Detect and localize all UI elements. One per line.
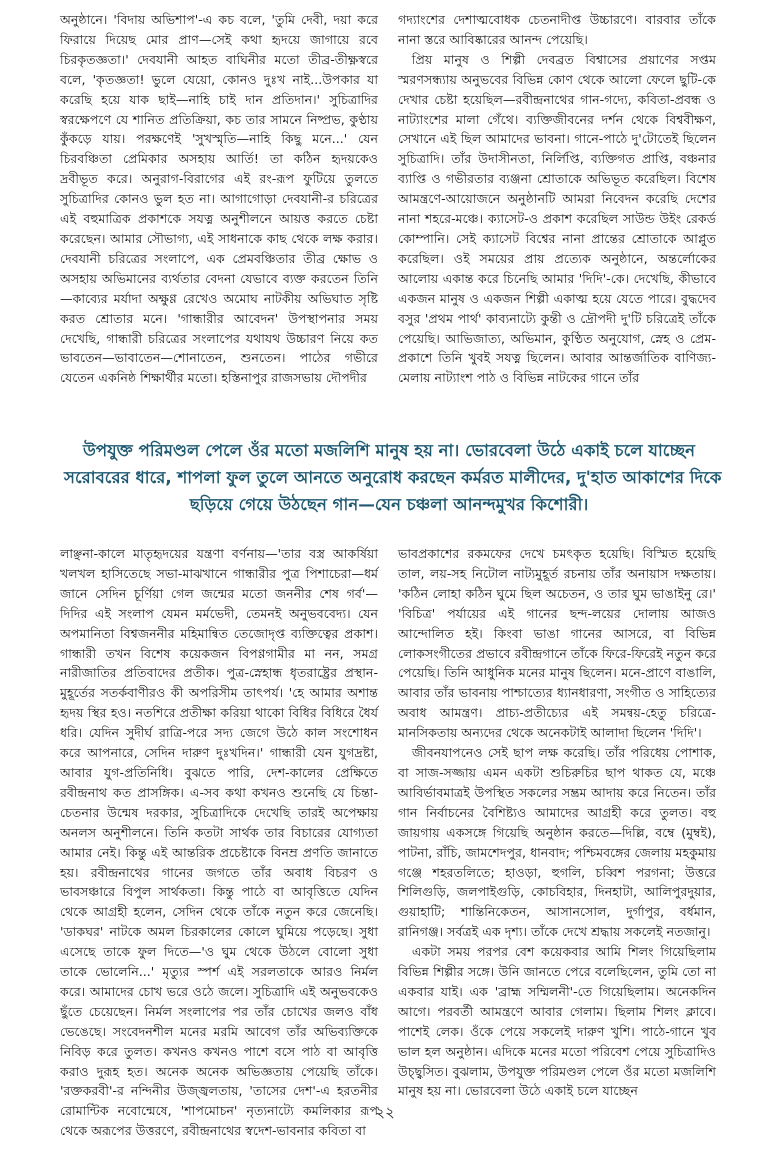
pull-quote-line: ছড়িয়ে গেয়ে উঠছেন গান—যেন চঞ্চলা আনন্দমুখর কিশোরী।: [189, 495, 589, 514]
paragraph: লাঞ্ছনা-কালে মাতৃহৃদয়ের যন্ত্রণা বর্ণনায়—'তার বস্ত্র আকর্ষিয়া খলখল হাসিতেছে সভা-মাঝখানে গান্ধারীর পুত্র পিশাচেরা—ধর্ম জানে সেদিন চূর্ণিয়া গেল জন্মের মতো জননীর শেষ গর্ব'— দিদির এই সংলাপ যেমন মর্মভেদী, তেমনই অনুভববেদ্য। যেন অপমানিতা বিশ্বজননীর মহিমান্বিত তেজোদৃপ্ত ব্যক্তিত্বের প্রকাশ। গান্ধারী তখন বিশেষ কয়েকজন বিপণ্ণগামীর মা নন, সমগ্র নারীজাতির প্রতিবাদের প্রতীক। পুত্র-স্নেহান্ধ ধৃতরাষ্ট্রের প্রস্থান-মুহূর্তের সতর্কবাণীরও কী অপরিসীম তাৎপর্য। 'হে আমার অশান্ত হৃদয় স্থির হও। নতশিরে প্রতীক্ষা করিয়া থাকো বিধির বিধিরে ধৈর্য ধরি। যেদিন সুদীর্ঘ রাত্রি-পরে সদ্য জেগে উঠে কাল সংশোধন করে আপনারে, সেদিন দারুণ দুঃখদিন।' গান্ধারী যেন যুগদ্রষ্টা, আবার যুগ-প্রতিনিধি। বুঝতে পারি, দেশ-কালের প্রেক্ষিতে রবীন্দ্রনাথ কত প্রাসঙ্গিক। এ-সব কথা কখনও শুনেছি যে চিন্তা-চেতনার উন্মেষ দরকার, সুচিত্রাদিকে দেখেছি তারই অপেক্ষায় অনলস অনুশীলনে। তিনি কতটা সার্থক তার বিচারের যোগ্যতা আমার নেই। কিন্তু এই আন্তরিক প্রচেষ্টাকে বিনম্র প্রণতি জানাতে হয়। রবীন্দ্রনাথের গানের জগতে তাঁর অবাধ বিচরণ ও ভাবসঞ্চারে বিপুল সার্থকতা। কিন্তু পাঠে বা আবৃত্তিতে যেদিন থেকে আগ্রহী হলেন, সেদিন থেকে তাঁকে নতুন করে জেনেছি। 'ডাকঘর' নাটকে অমল চিরকালের কোলে ঘুমিয়ে পড়েছে। সুধা এসেছে তাকে ফুল দিতে—'ও ঘুম থেকে উঠলে বোলো সুধা তাকে ভোলেনি...' মৃত্যুর স্পর্শ এই সরলতাকে আরও নির্মল করে। আমাদের চোখ ভরে ওঠে জলে। সুচিত্রাদি এই অনুভবকেও ছুঁতে চেয়েছেন। নির্মল সংলাপের পর তাঁর চোখের জলও বাঁধ ভেঙেছে। সংবেদনশীল মনের মরমি আবেগ তাঁর অভিব্যক্তিকে নিবিড় করে তুলত। কখনও কখনও পাশে বসে পাঠ বা আবৃত্তি করাও দুরূহ হত। অনেক অনেক অভিজ্ঞতায় পেয়েছি তাঁকে। 'রক্তকরবী'-র নন্দিনীর উজ্জ্বলতায়, 'তাসের দেশ'-এ হরতনীর রোমান্টিক নবোন্মেষে, 'শাপমোচন' নৃত্যনাট্যে কমলিকার রূপ থেকে অরূপের উত্তরণে, রবীন্দ্রনাথের স্বদেশ-ভাবনার কবিতা বা: [60, 546, 378, 1139]
paragraph: প্রিয় মানুষ ও শিল্পী দেবব্রত বিশ্বাসের প্রয়াণের সপ্তম স্মরণসন্ধ্যায় অনুভবের বিভিন্ন কোণ থেকে আলো ফেলে ছুটি-কে দেখার চেষ্টা হয়েছিল—রবীন্দ্রনাথের গান-গদ্যে, কবিতা-প্রবন্ধ ও নাট্যাংশের মালা গেঁথে। ব্যক্তিজীবনের দর্শন থেকে বিশ্ববীক্ষণ, সেখানে এই ছিল আমাদের ভাবনা। গানে-পাঠে দু'টোতেই ছিলেন সুচিত্রাদি। তাঁর উদাসীনতা, নির্লিপ্তি, ব্যক্তিগত প্রাপ্তি, বঞ্চনার ব্যাপ্তি ও গভীরতার ব্যঞ্জনা শ্রোতাকে অভিভূত করেছিল। বিশেষ আমন্ত্রণে-আয়োজনে অনুষ্ঠানটি আমরা নিবেদন করেছি দেশের নানা শহরে-মঞ্চে। ক্যাসেট-ও প্রকাশ করেছিল সাউন্ড উইং রেকর্ড কোম্পানি। সেই ক্যাসেট বিশ্বের নানা প্রান্তের শ্রোতাকে আপ্লুত করেছিল। ওই সময়ের প্রায় প্রত্যেক অনুষ্ঠানে, অন্তর্লোকের আলোয় একান্ত করে চিনেছি আমার 'দিদি'-কে। দেখেছি, কীভাবে একজন মানুষ ও একজন শিল্পী একাত্ম হয়ে যেতে পারে। বুদ্ধদেব বসুর 'প্রথম পার্থ' কাব্যনাট্যে কুন্তী ও দ্রৌপদী দু'টি চরিত্রেই তাঁকে পেয়েছি। আভিজাত্য, অভিমান, কুণ্ঠিত অনুযোগ, স্নেহ ও প্রেম-প্রকাশে তিনি খুবই সযত্ন ছিলেন। আবার আন্তর্জাতিক বাণিজ্য-মেলায় নাট্যাংশ পাঠ ও বিভিন্ন নাটকের গানে তাঁর: [398, 51, 716, 386]
paragraph: জীবনযাপনেও সেই ছাপ লক্ষ করেছি। তাঁর পরিধেয় পোশাক, বা সাজ-সজ্জায় এমন একটা শুচিরুচির ছাপ থাকত যে, মঞ্চে আবির্ভাবমাত্রই উপস্থিত সকলের সম্ভ্রম আদায় করে নিতেন। তাঁর গান নির্বাচনের বৈশিষ্ট্যও আমাদের আগ্রহী করে তুলত। বহু জায়গায় একসঙ্গে গিয়েছি অনুষ্ঠান করতে—দিল্লি, বম্বে (মুম্বই), পাটনা, রাঁচি, জামশেদপুর, ধানবাদ; পশ্চিমবঙ্গের জেলায় মহকুমায় গঞ্জে শহরতলিতে; হাওড়া, হুগলি, চব্বিশ পরগনা; উত্তরে শিলিগুড়ি, জলপাইগুড়ি, কোচবিহার, দিনহাটা, আলিপুরদুয়ার, গুয়াহাটি; শান্তিনিকেতন, আসানসোল, দুর্গাপুর, বর্ধমান, রানিগঞ্জ। সর্বত্রই এক দৃশ্য। তাঁকে দেখে শ্রদ্ধায় সকলেই নতজানু।: [398, 745, 716, 940]
page-number: ২২: [375, 1103, 395, 1121]
column-top-left: [60, 10, 378, 414]
column-bottom-left: [60, 544, 378, 1139]
paragraph: ভাবপ্রকাশের রকমফের দেখে চমৎকৃত হয়েছি। বিস্মিত হয়েছি তাল, লয়-সহ নিটোল নাট্যমুহূর্ত রচনায় তাঁর অনায়াস দক্ষতায়। 'কঠিন লোহা কঠিন ঘুমে ছিল অচেতন, ও তার ঘুম ভাঙাইনু রে।' 'বিচিত্র' পর্যায়ের এই গানের ছন্দ-লয়ের দোলায় আজও আন্দোলিত হই। কিংবা ভাঙা গানের আসরে, বা বিভিন্ন লোকসংগীতের প্রভাবে রবীন্দ্রগানে তাঁকে ফিরে-ফিরেই নতুন করে পেয়েছি। তিনি আধুনিক মনের মানুষ ছিলেন। মনে-প্রাণে বাঙালি, আবার তাঁর ভাবনায় পাশ্চাত্যের ধ্যানধারণা, সংগীত ও সাহিত্যের অবাধ আমন্ত্রণ। প্রাচ্য-প্রতীচ্যের এই সমন্বয়-হেতু চরিত্রে-মানসিকতায় অন্যদের থেকে অনেকটাই আলাদা ছিলেন 'দিদি'।: [398, 546, 716, 741]
paragraph: অনুষ্ঠানে। 'বিদায় অভিশাপ'-এ কচ বলে, 'তুমি দেবী, দয়া করে ফিরায়ে দিয়েছ মোর প্রাণ—সেই কথা হৃদয়ে জাগায়ে রবে চিরকৃতজ্ঞতা।' দেবযানী আহত বাঘিনীর মতো তীব্র-তীক্ষ্ণস্বরে বলে, 'কৃতজ্ঞতা! ভুলে যেয়ো, কোনও দুঃখ নাই...উপকার যা করেছি হয়ে যাক ছাই—নাহি চাই দান প্রতিদান।' সুচিত্রাদির স্বরক্ষেপণে যে শানিত প্রতিক্রিয়া, কচ তার সামনে নিষ্প্রভ, কুণ্ঠায় কুঁকড়ে যায়। পরক্ষণেই 'সুখস্মৃতি—নাহি কিছু মনে...' যেন চিরবঞ্চিতা প্রেমিকার অসহায় আর্তি! তা কঠিন হৃদয়কেও দ্রবীভূত করে। অনুরাগ-বিরাগের এই রং-রূপ ফুটিয়ে তুলতে সুচিত্রাদির কোনও ভুল হত না। আগাগোড়া দেবযানী-র চরিত্রের এই বহুমাত্রিক প্রকাশকে সযত্ন অনুশীলনে আয়ত্ত করতে চেষ্টা করেছেন। আমার সৌভাগ্য, এই সাধনাকে কাছ থেকে লক্ষ করার। দেবযানী চরিত্রের সংলাপে, এক প্রেমবঞ্চিতার তীব্র ক্ষোভ ও অসহায় অভিমানের ব্যর্থতার বেদনা যেভাবে ব্যক্ত করতেন তিনি—কাব্যের মর্যাদা অক্ষুণ্ণ রেখেও অমোঘ নাটকীয় অভিঘাত সৃষ্টি করত শ্রোতার মনে। 'গান্ধারীর আবেদন' উপস্থাপনার সময় দেখেছি, গান্ধারী চরিত্রের সংলাপের যথাযথ উচ্চারণ নিয়ে কত ভাবতেন—ভাবাতেন—শোনাতেন, শুনতেন। পাঠের গভীরে যেতেন একনিষ্ঠ শিক্ষার্থীর মতো। হস্তিনাপুর রাজসভায় দৌপদীর: [60, 12, 378, 386]
column-bottom-right: [398, 544, 716, 1099]
pull-quote-line: সরোবরের ধারে, শাপলা ফুল তুলে আনতে অনুরোধ করছেন কর্মরত মালীদের, দু'হাত আকাশের দিকে: [64, 468, 722, 487]
paragraph: একটা সময় পরপর বেশ কয়েকবার আমি শিলং গিয়েছিলাম বিভিন্ন শিল্পীর সঙ্গে। উনি জানতে পেরে বলেছিলেন, তুমি তো না একবার যাই। এক 'ব্রাহ্ম সম্মিলনী'-তে গিয়েছিলাম। অনেকদিন আগে। পরবর্তী আমন্ত্রণে আবার গেলাম। ছিলাম শিলং ক্লাবে। পাশেই লেক। ওঁকে পেয়ে সকলেই দারুণ খুশি। পাঠে-গানে খুব ভাল হল অনুষ্ঠান। এদিকে মনের মতো পরিবেশ পেয়ে সুচিত্রাদিও উচ্ছ্বসিত। বুঝলাম, উপযুক্ত পরিমণ্ডল পেলে ওঁর মতো মজলিশি মানুষ হয় না। ভোরবেলা উঠে একাই চলে যাচ্ছেন: [398, 944, 716, 1099]
paragraph: গদ্যাংশের দেশাত্মবোধক চেতনাদীপ্ত উচ্চারণে। বারবার তাঁকে নানা স্তরে আবিষ্কারের আনন্দ পেয়েছি।: [398, 12, 716, 47]
pull-quote: [64, 437, 722, 518]
column-top-right: [398, 10, 716, 414]
pull-quote-line: উপযুক্ত পরিমণ্ডল পেলে ওঁর মতো মজলিশি মানুষ হয় না। ভোরবেলা উঠে একাই চলে যাচ্ছেন: [82, 441, 696, 460]
